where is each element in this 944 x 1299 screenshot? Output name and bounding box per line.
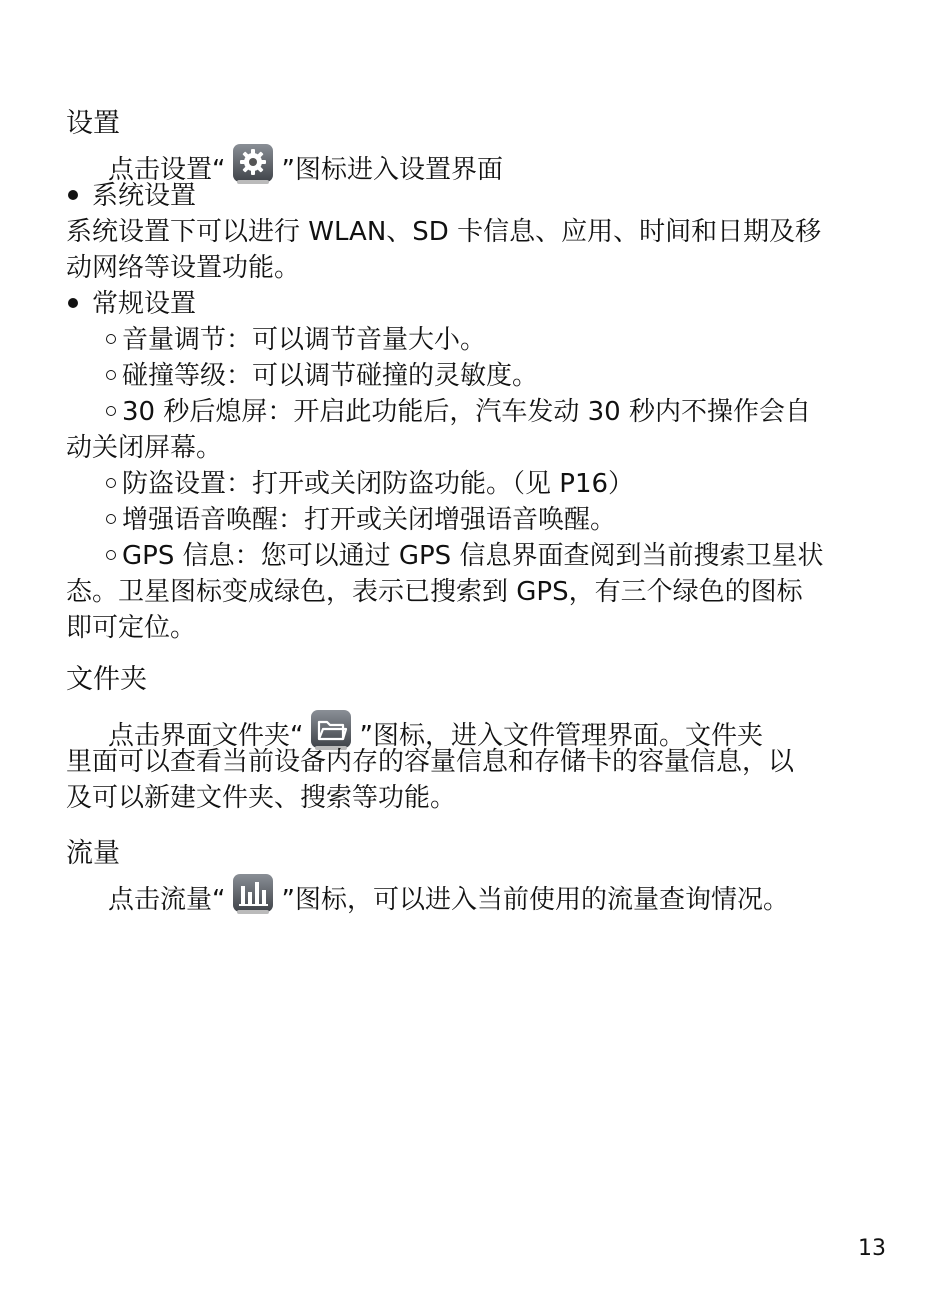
item-text: GPS 信息：您可以通过 GPS 信息界面查阅到当前搜索卫星状 <box>122 541 824 571</box>
system-settings-label: 系统设置 <box>92 181 197 211</box>
settings-intro-post: ”图标进入设置界面 <box>281 155 503 185</box>
bullet-circle <box>106 406 116 416</box>
item-text: 防盗设置：打开或关闭防盗功能。（见 P16） <box>122 469 635 499</box>
general-settings-title <box>66 286 196 322</box>
general-item-screen-off-cont: 动关闭屏幕。 <box>66 433 223 463</box>
folder-intro-pre: 点击界面文件夹“ <box>108 721 304 751</box>
folder-line-1: 里面可以查看当前设备内存的容量信息和存储卡的容量信息，以 <box>66 747 795 777</box>
traffic-intro <box>108 872 789 915</box>
general-item-voice-wake <box>106 502 616 538</box>
item-text: 30 秒后熄屏：开启此功能后，汽车发动 30 秒内不操作会自 <box>122 397 811 427</box>
bullet-circle <box>106 370 116 380</box>
general-item-gps <box>106 538 823 574</box>
settings-intro-pre: 点击设置“ <box>108 155 226 185</box>
system-desc-line-1: 系统设置下可以进行 WLAN、SD 卡信息、应用、时间和日期及移 <box>66 217 822 247</box>
bullet-circle <box>106 478 116 488</box>
traffic-heading: 流量 <box>66 838 120 869</box>
item-text: 增强语音唤醒：打开或关闭增强语音唤醒。 <box>122 505 617 535</box>
general-settings-label: 常规设置 <box>92 289 197 319</box>
bullet-dot <box>68 298 78 308</box>
traffic-intro-pre: 点击流量“ <box>108 885 226 915</box>
system-settings-title <box>66 178 196 214</box>
folder-intro-post: ”图标，进入文件管理界面。文件夹 <box>359 721 763 751</box>
general-item-gps-cont-1: 态。卫星图标变成绿色，表示已搜索到 GPS，有三个绿色的图标 <box>66 577 803 607</box>
settings-heading: 设置 <box>66 108 120 139</box>
general-item-screen-off <box>106 394 811 430</box>
general-item-antitheft <box>106 466 634 502</box>
bar-chart-icon <box>231 872 275 916</box>
page-number: 13 <box>858 1236 886 1261</box>
settings-intro <box>108 142 503 185</box>
general-item-volume <box>106 322 486 358</box>
bullet-circle <box>106 550 116 560</box>
bullet-circle <box>106 334 116 344</box>
traffic-intro-post: ”图标，可以进入当前使用的流量查询情况。 <box>281 885 789 915</box>
system-desc-line-2: 动网络等设置功能。 <box>66 253 301 283</box>
gear-icon <box>231 142 275 186</box>
folder-line-2: 及可以新建文件夹、搜索等功能。 <box>66 783 457 813</box>
bullet-dot <box>68 190 78 200</box>
folder-heading: 文件夹 <box>66 664 147 695</box>
item-text: 碰撞等级：可以调节碰撞的灵敏度。 <box>122 361 539 391</box>
item-text: 音量调节：可以调节音量大小。 <box>122 325 487 355</box>
bullet-circle <box>106 514 116 524</box>
folder-intro <box>108 708 763 751</box>
general-item-gps-cont-2: 即可定位。 <box>66 613 197 643</box>
general-item-collision <box>106 358 538 394</box>
